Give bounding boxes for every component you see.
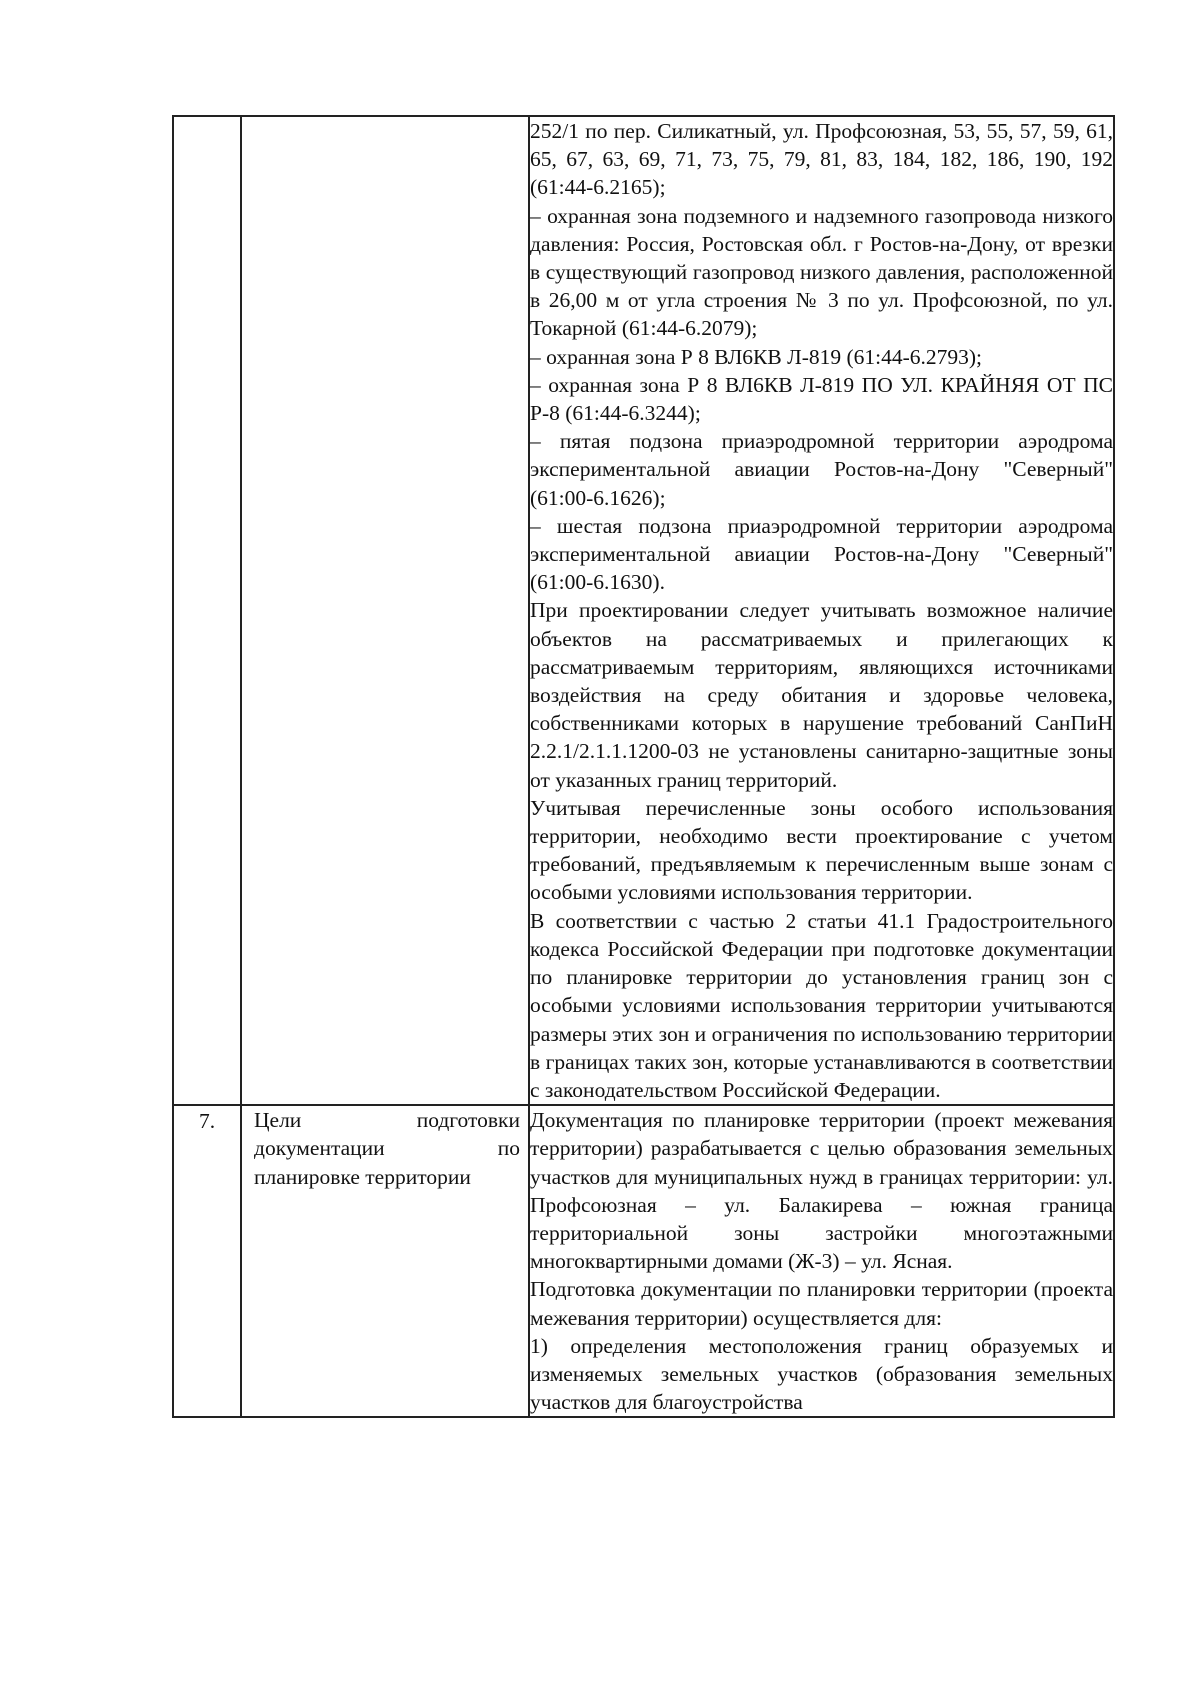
row-name-cell (241, 1105, 529, 1417)
paragraph: – охранная зона подземного и надземного газопровода низкого давления: Россия, Ростовская обл. г Ростов-на-Дону, от врезки в существующий газопровод низкого давления, расположенной в 26,00 м от угла строения № 3 по ул. Профсоюзной, по ул. Токарной (61:44-6.2079); (530, 203, 1113, 341)
row-name-word: Цели (254, 1108, 302, 1133)
table-row (173, 1105, 1114, 1417)
paragraph: – пятая подзона приаэродромной территории аэродрома экспериментальной авиации Ростов-на-Дону "Северный" (61:00-6.1626); (530, 429, 1113, 510)
row-content-cell (529, 1105, 1114, 1417)
row-number-cell (173, 1105, 241, 1417)
row-name-line (254, 1106, 520, 1134)
paragraph: – охранная зона Р 8 ВЛ6КВ Л-819 ПО УЛ. КРАЙНЯЯ ОТ ПС Р-8 (61:44-6.3244); (530, 372, 1113, 426)
row-name-word: документации (254, 1136, 385, 1161)
requirements-table (172, 115, 1115, 1418)
paragraph: 1) определения местоположения границ образуемых и изменяемых земельных участков (образования земельных участков для благоустройства (530, 1333, 1113, 1415)
paragraph: – шестая подзона приаэродромной территории аэродрома экспериментальной авиации Ростов-на-Дону "Северный" (61:00-6.1630). (530, 513, 1113, 595)
row-name-cell (241, 116, 529, 1105)
row-name (242, 1106, 528, 1191)
row-name-line: планировке территории (254, 1164, 471, 1189)
row-name-word: по (497, 1136, 520, 1161)
paragraph: Учитывая перечисленные зоны особого использования территории, необходимо вести проектирование с учетом требований, предъявляемым к перечисленным выше зонам с особыми условиями использования территории. (530, 795, 1113, 905)
row-content-cell (529, 116, 1114, 1105)
row-name-line (254, 1134, 520, 1162)
paragraph: При проектировании следует учитывать возможное наличие объектов на рассматриваемых и прилегающих к рассматриваемым территориям, являющихся источниками воздействия на среду обитания и здоровье человека, собственниками которых в нарушение требований СанПиН 2.2.1/2.1.1.1200-03 не установлены санитарно-защитные зоны от указанных границ территорий. (530, 598, 1113, 792)
paragraph: Подготовка документации по планировки территории (проекта межевания территории) осуществляется для: (530, 1277, 1113, 1330)
paragraph: В соответствии с частью 2 статьи 41.1 Градостроительного кодекса Российской Федерации при подготовке документации по планировке территории до установления границ зон с особыми условиями использования территории учитываются размеры этих зон и ограничения по использованию территории в границах таких зон, которые устанавливаются в соответствии с законодательством Российской Федерации. (530, 908, 1113, 1102)
row-number: 7. (198, 1109, 216, 1134)
row-number-cell (173, 116, 241, 1105)
table-row (173, 116, 1114, 1105)
paragraph: 252/1 по пер. Силикатный, ул. Профсоюзная, 53, 55, 57, 59, 61, 65, 67, 63, 69, 71, 73, 75, 79, 81, 83, 184, 182, 186, 190, 192 (61:44-6.2165); (530, 119, 1113, 200)
paragraph: – охранная зона Р 8 ВЛ6КВ Л-819 (61:44-6.2793); (530, 344, 983, 369)
row-name-word: подготовки (416, 1108, 520, 1133)
paragraph: Документация по планировке территории (проект межевания территории) разрабатывается с целью образования земельных участков для муниципальных нужд в границах территории: ул. Профсоюзная – ул. Балакирева – южная граница территориальной зоны застройки многоэтажными многоквартирными домами (Ж-3) – ул. Ясная. (530, 1108, 1113, 1274)
